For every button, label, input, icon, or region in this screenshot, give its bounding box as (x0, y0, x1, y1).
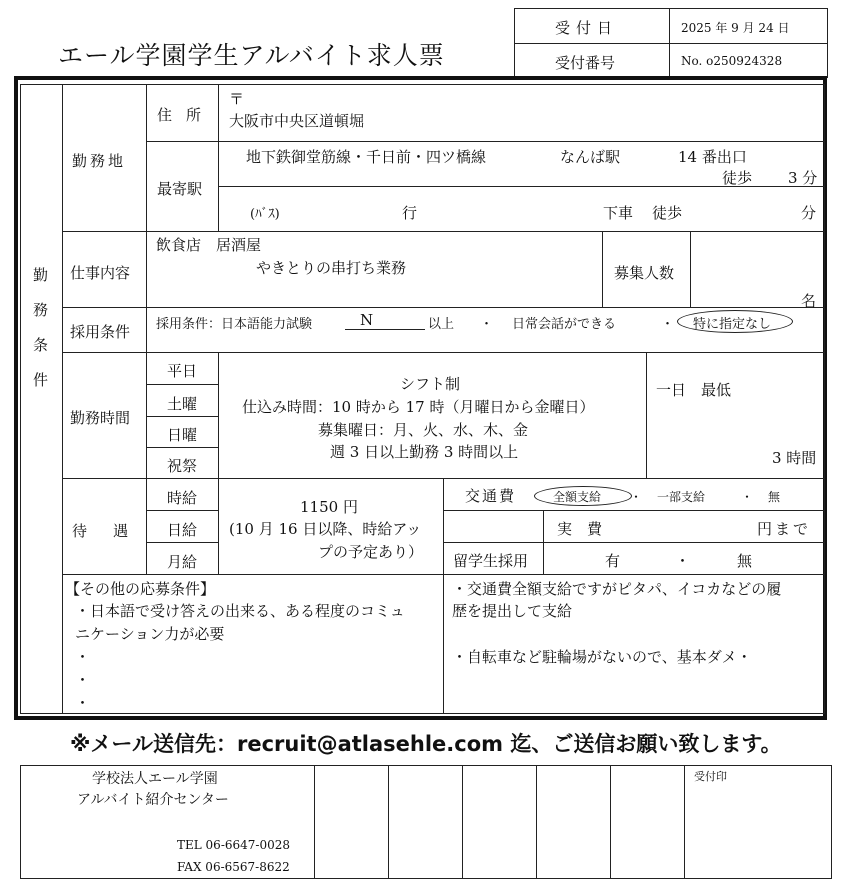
divider (62, 84, 63, 714)
pay-amount: 1150 円 (300, 498, 358, 516)
other-heading: 【その他の応募条件】 (65, 580, 216, 598)
pay-daily: 日給 (167, 521, 198, 539)
transport-none: 無 (768, 490, 781, 504)
other-bullet: ・ (75, 671, 91, 689)
postal-mark: 〒 (229, 90, 245, 108)
divider (146, 416, 218, 417)
divider (218, 352, 219, 574)
org-center: アルバイト紹介センター (77, 792, 229, 808)
divider (602, 231, 603, 307)
receipt-no-value: No. o250924328 (681, 54, 783, 68)
pay-note-line-1: (10 月 16 日以降、時給アッ (229, 520, 422, 538)
org-fax: FAX 06-6567-8622 (177, 860, 290, 874)
transport-dot: ・ (630, 490, 643, 504)
divider (218, 84, 219, 231)
transport-dot: ・ (741, 490, 754, 504)
mail-notice: ※メール送信先：recruit@atlasehle.com 迄、ご送信お願い致します。 (70, 732, 782, 756)
walk-minutes: 3 分 (788, 169, 818, 187)
pay-hourly: 時給 (167, 489, 198, 507)
daily-min-label: 一日 最低 (656, 381, 732, 399)
hiring-no-requirement: 特に指定なし (693, 317, 772, 332)
other-right-line-3: ・自転車など駐輪場がないので、基本ダメ・ (452, 648, 752, 666)
divider (146, 384, 218, 385)
nearest-station-label: 最寄駅 (157, 180, 203, 198)
divider (669, 9, 670, 77)
intl-dot: ・ (675, 552, 691, 570)
divider (146, 447, 218, 448)
org-name: 学校法人エール学園 (92, 771, 218, 787)
job-line-1: 飲食店 居酒屋 (156, 236, 262, 254)
divider (314, 765, 315, 879)
other-line-1: ・日本語で受け答えの出来る、ある程度のコミュ (75, 602, 405, 620)
hours-label: 勤務時間 (70, 409, 131, 427)
actual-cost-unit: 円まで (757, 520, 812, 538)
divider (443, 510, 825, 511)
job-label: 仕事内容 (70, 264, 131, 282)
hiring-dot: ・ (661, 317, 675, 332)
divider (690, 231, 691, 307)
divider (146, 542, 218, 543)
receipt-box (514, 8, 828, 78)
address-label: 住所 (157, 106, 216, 124)
divider (146, 141, 825, 142)
divider (443, 542, 825, 543)
other-bullet: ・ (75, 694, 91, 712)
bus-walk-label: 徒歩 (652, 204, 683, 222)
min-days: 週 3 日以上勤務 3 時間以上 (330, 443, 519, 461)
daily-min-value: 3 時間 (772, 449, 817, 467)
divider (146, 84, 147, 231)
day-holiday: 祝祭 (167, 457, 198, 475)
bus-label: (ﾊﾞｽ) (250, 207, 280, 222)
form-title: エール学園学生アルバイト求人票 (58, 41, 445, 70)
pay-note-line-2: プの予定あり） (318, 543, 424, 561)
shift-label: シフト制 (400, 375, 461, 393)
day-sunday: 日曜 (167, 426, 198, 444)
other-bullet: ・ (75, 648, 91, 666)
recruit-count-label: 募集人数 (614, 264, 675, 282)
divider (515, 43, 827, 44)
divider (536, 765, 537, 879)
divider (62, 478, 825, 479)
stamp-label: 受付印 (694, 770, 727, 783)
other-line-2: ニケーション力が必要 (75, 625, 225, 643)
divider (610, 765, 611, 879)
intl-no: 無 (737, 552, 753, 570)
hiring-prefix: 採用条件：日本語能力試験 (156, 317, 313, 332)
intl-yes: 有 (605, 552, 621, 570)
conditions-label: 勤務条件 (33, 266, 49, 389)
hiring-dot: ・ (480, 317, 494, 332)
hiring-conversation: 日常会話ができる (512, 317, 617, 332)
divider (146, 510, 218, 511)
divider (388, 765, 389, 879)
pay-label: 待遇 (72, 522, 155, 540)
org-tel: TEL 06-6647-0028 (177, 838, 291, 852)
divider (146, 231, 147, 307)
transport-label: 交通費 (465, 487, 517, 505)
transport-partial: 一部支給 (657, 490, 706, 504)
hiring-label: 採用条件 (70, 323, 131, 341)
transport-full: 全額支給 (553, 490, 602, 504)
divider (443, 478, 444, 714)
recruit-days: 募集曜日：月、火、水、木、金 (318, 421, 529, 439)
job-line-2: やきとりの串打ち業務 (256, 259, 407, 277)
day-weekday: 平日 (167, 362, 198, 380)
divider (646, 352, 647, 478)
actual-cost-label: 実 費 (557, 520, 603, 538)
address-value: 大阪市中央区道頓堀 (229, 112, 365, 130)
intl-student-label: 留学生採用 (453, 552, 529, 570)
day-saturday: 土曜 (167, 395, 198, 413)
divider (62, 231, 825, 232)
other-right-line-1: ・交通費全額支給ですがピタパ、イコカなどの履 (452, 580, 782, 598)
hiring-above: 以上 (428, 317, 455, 332)
divider (146, 307, 147, 352)
walk-label: 徒歩 (722, 169, 753, 187)
divider (62, 352, 825, 353)
other-right-line-2: 歴を提出して支給 (452, 602, 573, 620)
receipt-date-value: 2025 年 9 月 24 日 (681, 21, 790, 35)
bus-walk-unit: 分 (801, 204, 817, 222)
receipt-date-label: 受付日 (555, 19, 619, 37)
pay-monthly: 月給 (167, 553, 198, 571)
train-line: 地下鉄御堂筋線・千日前・四ツ橋線 (246, 148, 487, 166)
divider (62, 574, 825, 575)
prep-time: 仕込み時間：10 時から 17 時（月曜日から金曜日） (242, 398, 595, 416)
station-exit: 14 番出口 (678, 148, 747, 166)
work-location-label: 勤務地 (72, 152, 127, 170)
recruit-count-unit: 名 (801, 292, 817, 310)
receipt-no-label: 受付番号 (555, 54, 616, 72)
station-name: なんば駅 (560, 148, 621, 166)
bus-destination: 行 (402, 204, 418, 222)
divider (462, 765, 463, 879)
divider (684, 765, 685, 879)
get-off-label: 下車 (603, 204, 634, 222)
jlpt-level: N (345, 311, 425, 330)
divider (62, 307, 825, 308)
